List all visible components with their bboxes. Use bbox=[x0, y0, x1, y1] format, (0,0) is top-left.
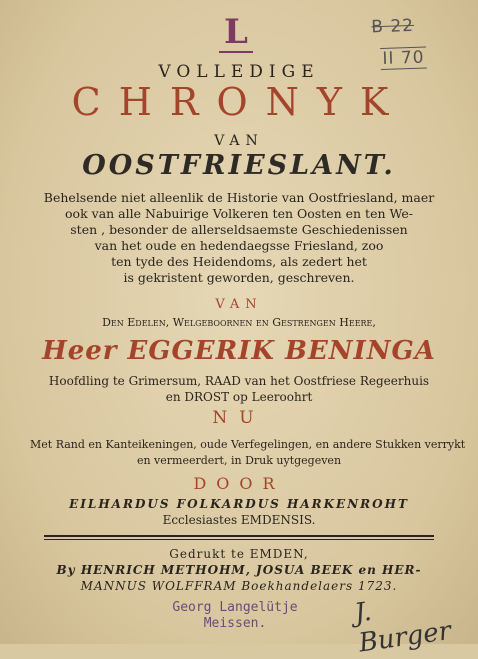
description-line: Behelsende niet alleenlik de Historie van Oostfriesland, maer bbox=[43, 190, 435, 205]
owner-stamp-city: Meissen. bbox=[203, 616, 267, 631]
author-title-line: en DROST op Leeroohrt bbox=[165, 390, 313, 404]
description-line: is gekristent geworden, geschreven. bbox=[123, 270, 355, 285]
editor-door: DOOR bbox=[193, 474, 285, 493]
owner-stamp bbox=[160, 600, 310, 632]
shelfmark-new: II 70 bbox=[380, 47, 427, 69]
library-stamp: L bbox=[219, 13, 253, 53]
imprint-line: MANNUS WOLFFRAM Boekhandelaers 1723. bbox=[80, 579, 398, 593]
handwritten-signature: J. Burger bbox=[352, 596, 453, 659]
title-van: VAN bbox=[214, 133, 264, 149]
divider-rule bbox=[44, 539, 434, 540]
description-line: ten tyde des Heidendoms, als zedert het bbox=[111, 254, 367, 269]
author-van: VAN bbox=[215, 297, 263, 312]
author-title-line: Hoofdling te Grimersum, RAAD van het Oostfriese Regeerhuis bbox=[48, 374, 430, 388]
title-oostfrieslant: OOSTFRIESLANT. bbox=[82, 150, 396, 181]
owner-stamp-name: Georg Langelütje bbox=[172, 600, 298, 615]
author-honorific: Den Edelen, Welgeboornen en Gestrengen Heere, bbox=[102, 316, 376, 329]
author-name: Heer EGGERIK BENINGA bbox=[42, 336, 436, 366]
imprint-line: By HENRICH METHOHM, JOSUA BEEK en HER- bbox=[56, 563, 422, 577]
title-chronyk: CHRONYK bbox=[71, 80, 407, 124]
imprint-line: Gedrukt te EMDEN, bbox=[169, 547, 309, 561]
editor-role: Ecclesiastes EMDENSIS. bbox=[162, 513, 316, 527]
nu-heading: NU bbox=[212, 408, 266, 428]
description-line: sten , besonder de allerseldsaemste Geschiedenissen bbox=[70, 222, 408, 237]
description-line: ook van alle Nabuirige Volkeren ten Oosten en ten We- bbox=[65, 206, 413, 221]
shelfmark-old: B 22 bbox=[371, 15, 415, 38]
divider-rule bbox=[44, 535, 434, 537]
additions-line: en vermeerdert, in Druk uytgegeven bbox=[136, 454, 342, 467]
description-line: van het oude en hedendaegsse Friesland, zoo bbox=[94, 238, 384, 253]
editor-name: EILHARDUS FOLKARDUS HARKENROHT bbox=[69, 497, 409, 511]
additions-line: Met Rand en Kanteikeningen, oude Verfegelingen, en andere Stukken verrykt bbox=[30, 438, 466, 451]
title-volledige: VOLLEDIGE bbox=[158, 62, 320, 82]
